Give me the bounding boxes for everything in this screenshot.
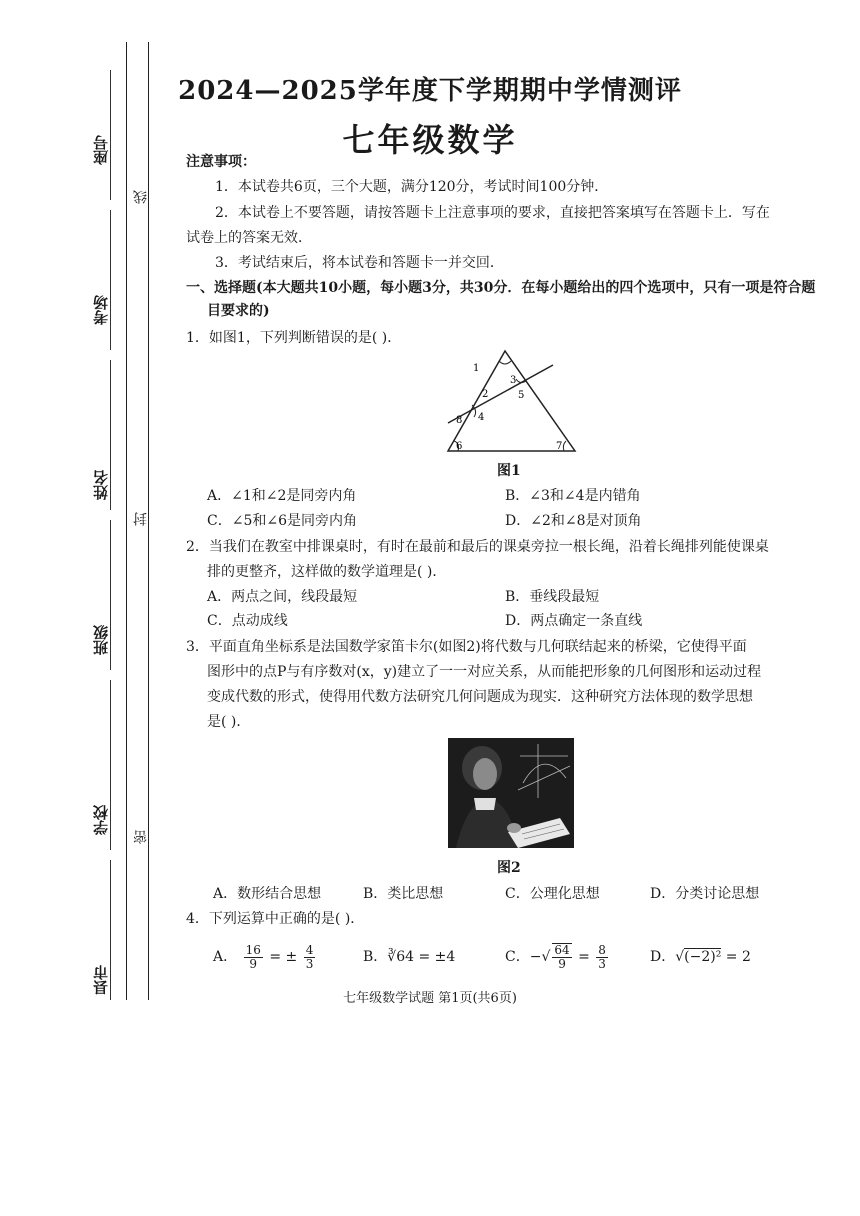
q4-option-b [363, 947, 455, 967]
q2-option-a: A．两点之间，线段最短 [207, 589, 358, 605]
angle-label-2: 2 [482, 389, 489, 400]
notice-item-2: 2．本试卷上不要答题，请按答题卡上注意事项的要求，直接把答案填写在答题卡上．写在 [215, 205, 770, 221]
q3-option-a: A．数形结合思想 [213, 886, 322, 902]
section-heading: 一、选择题(本大题共10小题，每小题3分，共30分．在每小题给出的四个选项中，只有一项是符合题 [186, 280, 816, 296]
q4-option-c-equals: = [578, 949, 590, 965]
angle-label-8: 8 [456, 415, 463, 426]
q4-option-d-label: D． [650, 949, 676, 965]
field-county-blank [110, 860, 111, 1000]
q3-stem-line3: 变成代数的形式，使得用代数方法研究几何问题成为现实．这种研究方法体现的数学思想 [207, 689, 753, 705]
field-exam-room-blank [110, 210, 111, 350]
q1-option-c: C．∠5和∠6是同旁内角 [207, 513, 357, 529]
field-name: 姓名 [92, 470, 110, 500]
seal-line: 线 [133, 190, 149, 204]
q3-stem-line4: 是( )． [207, 714, 251, 730]
angle-arc-7 [563, 441, 566, 451]
seal-secret: 密 [133, 830, 149, 844]
field-school-blank [110, 680, 111, 850]
q3-stem-line2: 图形中的点P与有序数对(x，y)建立了一一对应关系，从而能把形象的几何图形和运动过程 [207, 664, 762, 680]
figure-2-portrait [448, 738, 574, 848]
angle-label-7: 7 [556, 441, 563, 452]
q4-option-a-equals: = ± [269, 949, 298, 965]
q4-option-c-result: $\frac{8}{3}$ [598, 942, 606, 971]
q2-stem: 2．当我们在教室中排课桌时，有时在最前和最后的课桌旁拉一根长绳，沿着长绳排列能使课桌 [186, 539, 769, 555]
angle-arc-1 [499, 361, 511, 364]
q4-option-d-equals: = 2 [725, 949, 751, 965]
q1-stem: 1．如图1，下列判断错误的是( )． [186, 330, 402, 346]
field-school: 学校 [92, 805, 110, 835]
exam-subject: 七年级数学 [342, 121, 518, 159]
angle-label-3: 3 [510, 375, 517, 386]
notice-heading: 注意事项： [186, 154, 256, 170]
q4-stem: 4．下列运算中正确的是( )． [186, 911, 365, 927]
q4-option-a-fraction: $\frac{16}{9}$ [245, 942, 261, 971]
field-seat-number: 座号 [92, 135, 110, 165]
q2-option-b: B．垂线段最短 [505, 589, 600, 605]
q4-option-c-fraction: $\frac{64}{9}$ [554, 943, 570, 971]
q2-stem-cont: 排的更整齐，这样做的数学道理是( )． [207, 564, 447, 580]
figure-1-caption: 图1 [497, 463, 521, 479]
q4-option-d-radical: √ [675, 949, 685, 965]
notice-item-1: 1．本试卷共6页，三个大题，满分120分，考试时间100分钟． [215, 179, 609, 195]
field-class-blank [110, 520, 111, 670]
q3-option-c: C．公理化思想 [505, 886, 600, 902]
q1-option-a: A．∠1和∠2是同旁内角 [207, 488, 357, 504]
q3-option-d: D．分类讨论思想 [650, 886, 760, 902]
angle-label-5: 5 [518, 390, 525, 401]
q4-option-b-label: B． [363, 949, 388, 965]
field-name-blank [110, 360, 111, 510]
q4-option-a-result: $\frac{4}{3}$ [305, 942, 314, 971]
q2-option-c: C．点动成线 [207, 613, 288, 629]
q4-option-d [650, 947, 751, 967]
angle-label-6: 6 [456, 441, 463, 452]
seal-seal: 封 [133, 512, 149, 526]
figure-1-diagram [440, 345, 590, 457]
q4-option-a [213, 943, 317, 971]
q4-option-c-label: C． [505, 949, 530, 965]
q4-option-c-sign: − [529, 949, 542, 965]
q4-option-b-expr: ∛64 = ±4 [387, 949, 456, 965]
q4-option-d-radicand: (−2)² [684, 949, 722, 965]
q3-stem: 3．平面直角坐标系是法国数学家笛卡尔(如图2)将代数与几何联结起来的桥梁，它使得平面 [186, 639, 747, 655]
q4-option-c [505, 943, 610, 971]
exam-title: 2024—2025学年度下学期期中学情测评 [178, 76, 682, 106]
q1-option-d: D．∠2和∠8是对顶角 [505, 513, 642, 529]
field-county: 县市 [92, 965, 110, 995]
angle-label-4: 4 [478, 412, 485, 423]
field-class: 班级 [92, 625, 110, 655]
figure-2-caption: 图2 [497, 860, 521, 876]
field-exam-room: 考场 [92, 295, 110, 325]
section-heading-cont: 目要求的) [207, 303, 270, 319]
page-footer: 七年级数学试题 第1页(共6页) [343, 991, 517, 1006]
q2-option-d: D．两点确定一条直线 [505, 613, 643, 629]
q4-option-c-radical: √ [541, 949, 551, 965]
triangle [448, 351, 575, 451]
q3-option-b: B．类比思想 [363, 886, 444, 902]
transversal [448, 365, 553, 423]
margin-line-outer [126, 42, 127, 1000]
angle-label-1: 1 [473, 363, 480, 374]
notice-item-2-cont: 试卷上的答案无效． [186, 230, 312, 246]
notice-item-3: 3．考试结束后，将本试卷和答题卡一并交回． [215, 255, 504, 271]
q1-option-b: B．∠3和∠4是内错角 [505, 488, 641, 504]
q4-option-a-label: A． [213, 949, 238, 965]
